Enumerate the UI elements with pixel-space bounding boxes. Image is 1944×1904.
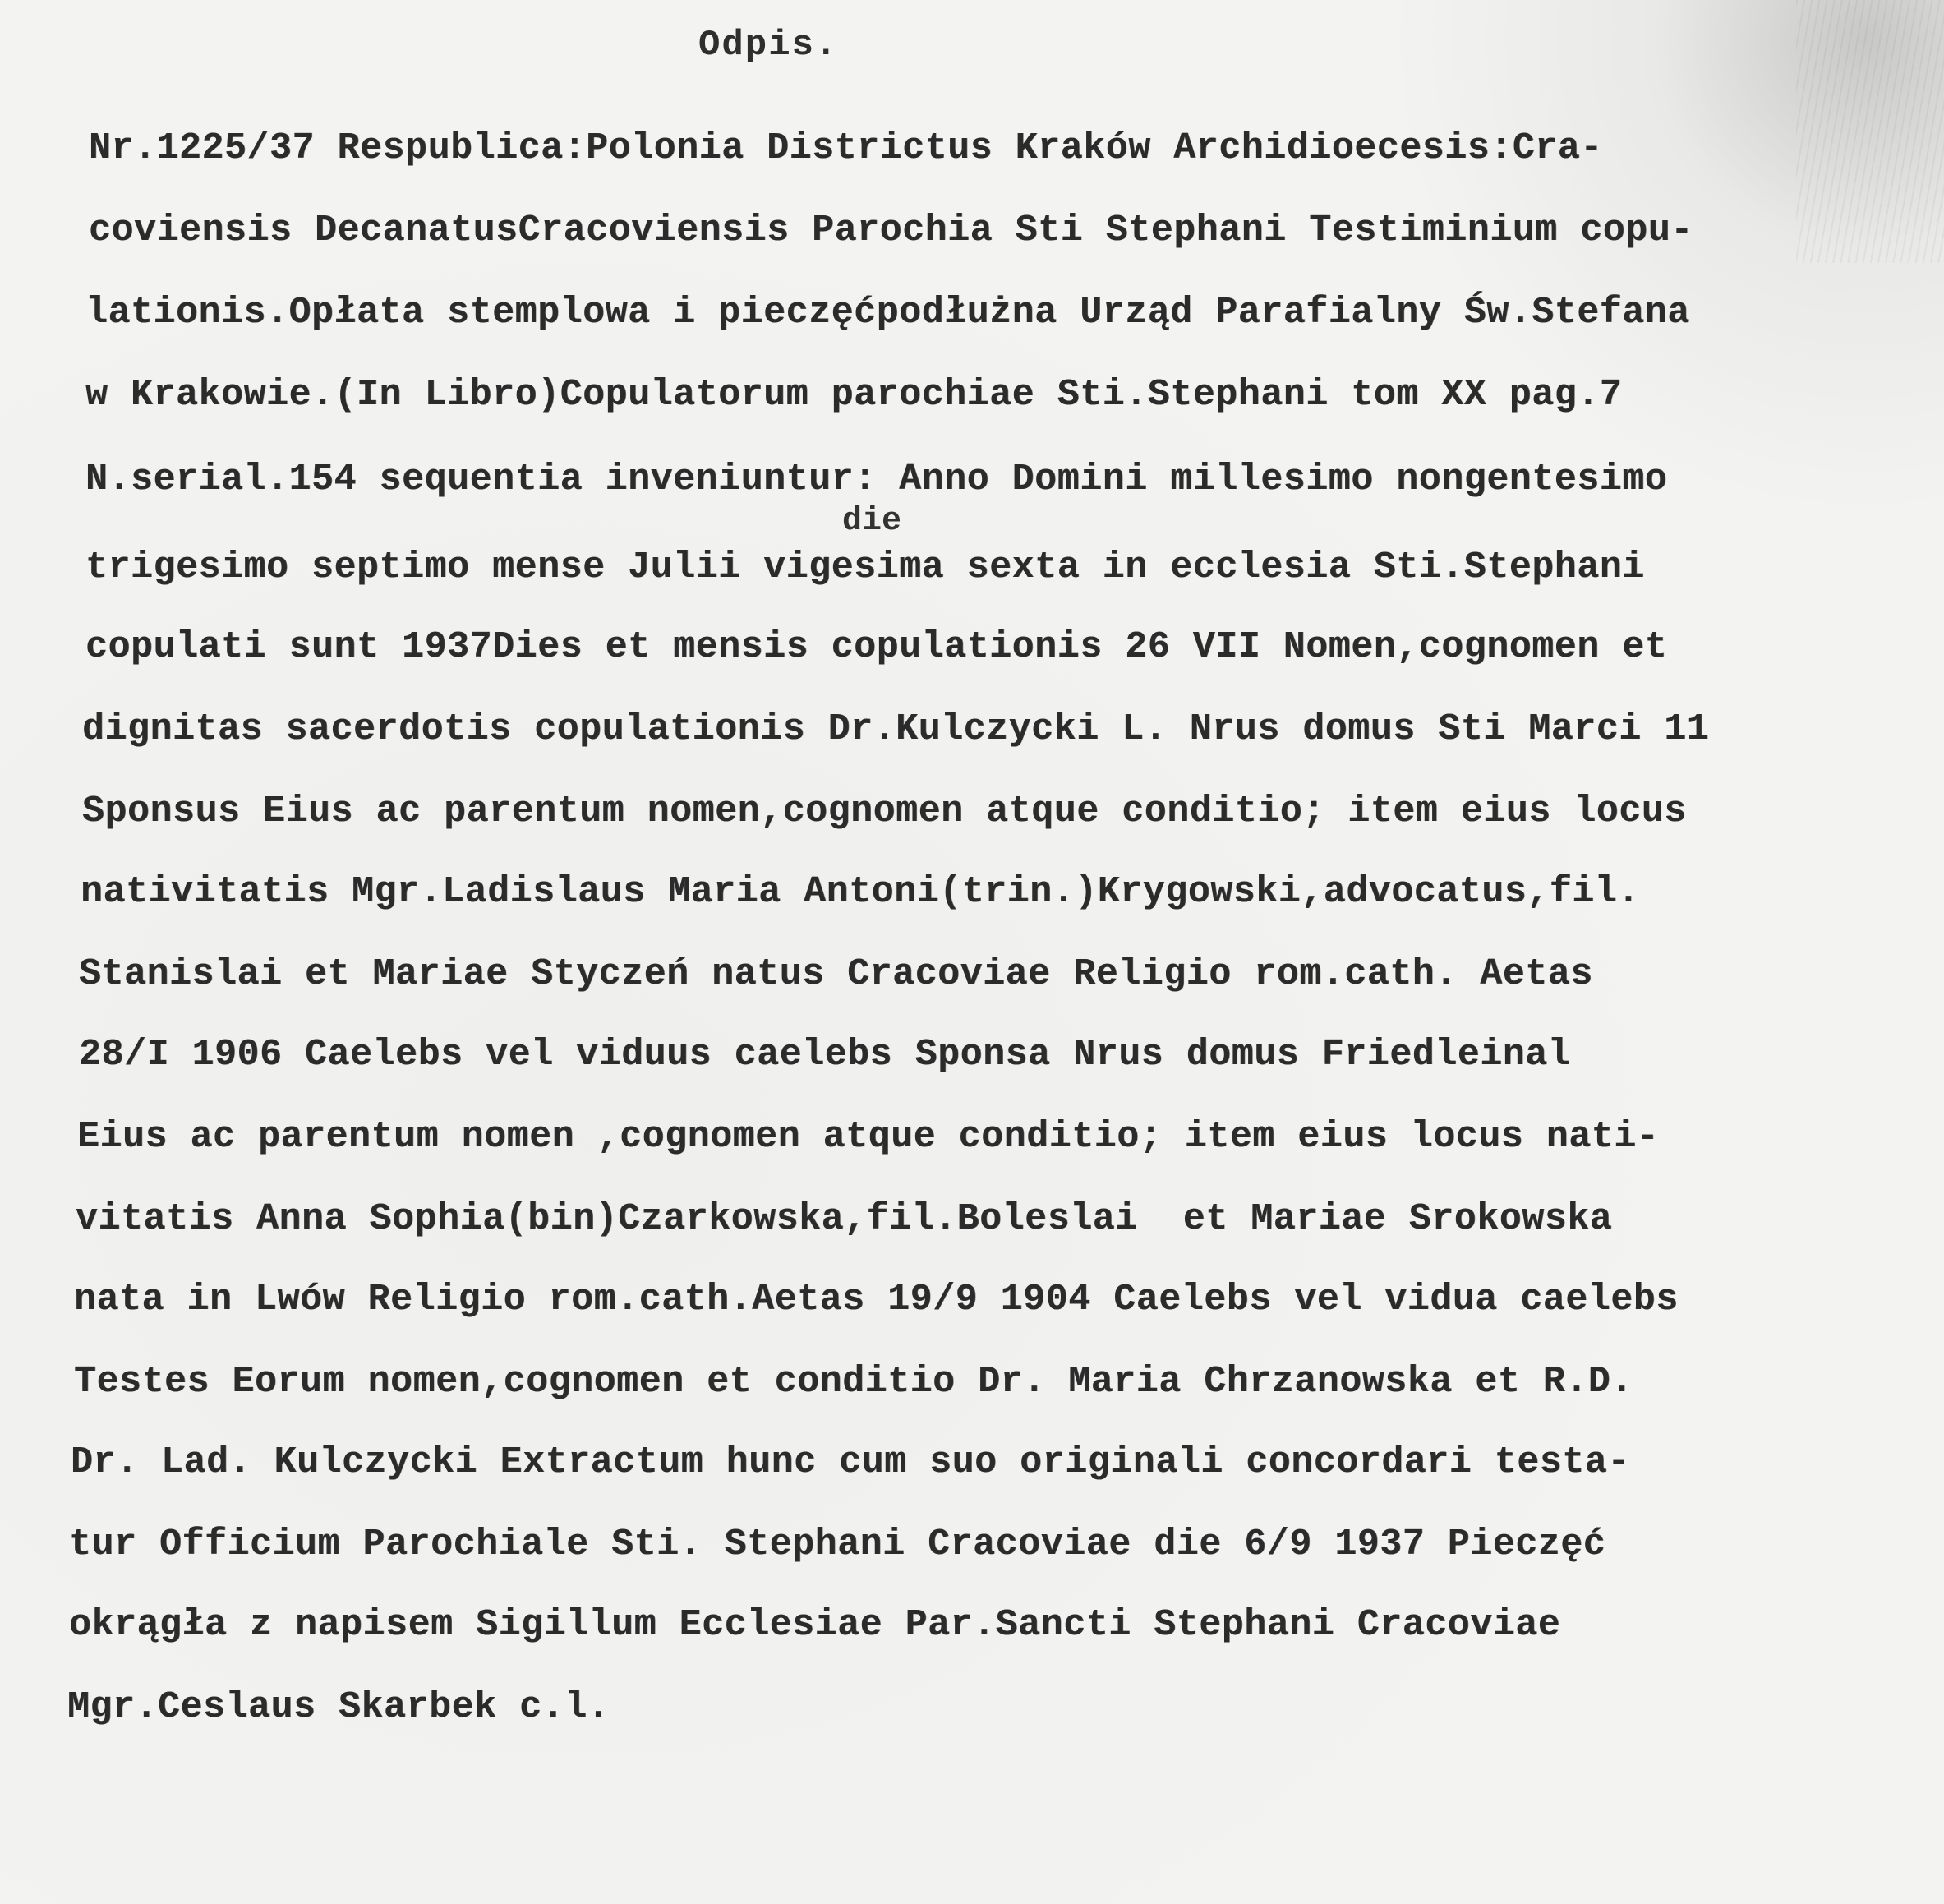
text-line: dignitas sacerdotis copulationis Dr.Kulczycki L. Nrus domus Sti Marci 11 [82, 708, 1710, 750]
text-line: Eius ac parentum nomen ,cognomen atque conditio; item eius locus nati- [77, 1116, 1660, 1158]
text-line: Mgr.Ceslaus Skarbek c.l. [67, 1686, 610, 1728]
text-line: Testes Eorum nomen,cognomen et conditio Dr. Maria Chrzanowska et R.D. [74, 1361, 1633, 1403]
text-line: Sponsus Eius ac parentum nomen,cognomen atque conditio; item eius locus [82, 791, 1687, 832]
text-line: Dr. Lad. Kulczycki Extractum hunc cum suo originali concordari testa- [71, 1441, 1630, 1483]
text-line: N.serial.154 sequentia inveniuntur: Anno Domini millesimo nongentesimo [85, 459, 1668, 500]
text-line: trigesimo septimo mense Julii vigesima sexta in ecclesia Sti.Stephani [85, 546, 1645, 588]
text-line: tur Officium Parochiale Sti. Stephani Cracoviae die 6/9 1937 Pieczęć [69, 1524, 1606, 1565]
text-line: copulati sunt 1937Dies et mensis copulationis 26 VII Nomen,cognomen et [85, 626, 1668, 668]
text-line: w Krakowie.(In Libro)Copulatorum parochiae Sti.Stephani tom XX pag.7 [85, 374, 1623, 416]
text-line: coviensis DecanatusCracoviensis Parochia Sti Stephani Testiminium copu- [89, 210, 1693, 251]
document-heading: Odpis. [698, 25, 839, 66]
scan-edge-shadow [1796, 0, 1944, 263]
text-line: okrągła z napisem Sigillum Ecclesiae Par.Sancti Stephani Cracoviae [69, 1604, 1561, 1646]
text-line: Stanislai et Mariae Styczeń natus Cracoviae Religio rom.cath. Aetas [79, 953, 1593, 995]
text-line: Nr.1225/37 Respublica:Polonia Districtus Kraków Archidioecesis:Cra- [89, 127, 1603, 169]
text-line: lationis.Opłata stemplowa i pieczęćpodłużna Urząd Parafialny Św.Stefana [85, 292, 1690, 334]
text-line: nativitatis Mgr.Ladislaus Maria Antoni(trin.)Krygowski,advocatus,fil. [81, 871, 1640, 913]
interlinear-insert: die [842, 503, 902, 540]
text-line: nata in Lwów Religio rom.cath.Aetas 19/9 1904 Caelebs vel vidua caelebs [74, 1279, 1679, 1321]
text-line: 28/I 1906 Caelebs vel viduus caelebs Sponsa Nrus domus Friedleinal [79, 1034, 1571, 1076]
text-line: vitatis Anna Sophia(bin)Czarkowska,fil.Boleslai et Mariae Srokowska [76, 1198, 1613, 1240]
